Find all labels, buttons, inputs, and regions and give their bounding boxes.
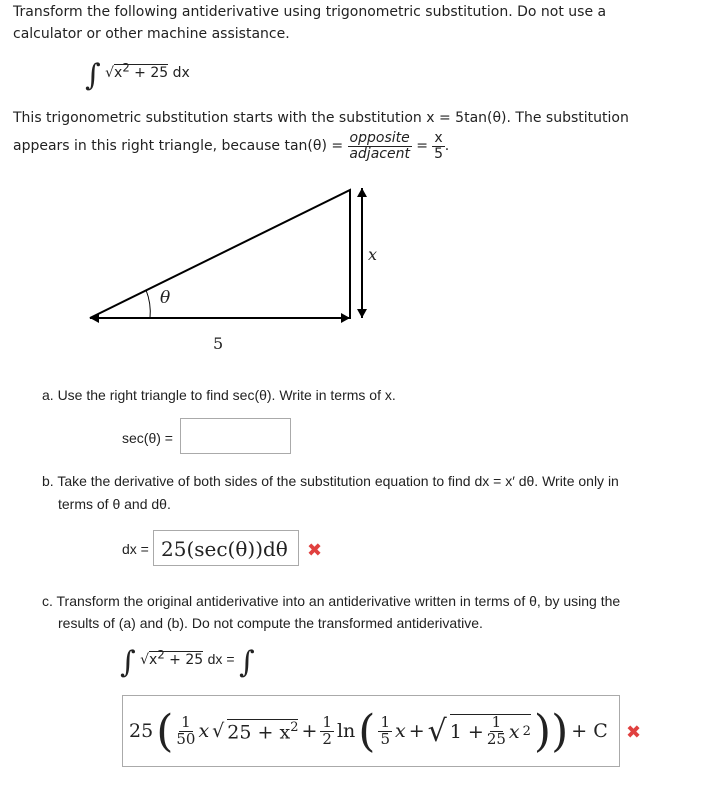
t3: appears in this right triangle, because tan(θ) = [13, 138, 344, 155]
e: 2 [157, 647, 165, 662]
f4d: 25 [486, 730, 506, 748]
num: opposite [349, 130, 410, 146]
integral-sign-3: ∫ [238, 645, 255, 680]
r: x [149, 652, 158, 668]
dx-eq: dx = [207, 651, 235, 667]
label-opposite: x [368, 245, 378, 264]
eq2: = [416, 138, 428, 155]
x2: x [394, 720, 406, 742]
f3d: 5 [380, 729, 390, 748]
f2d: 2 [322, 729, 332, 748]
part-b-line-2: terms of θ and dθ. [58, 496, 171, 512]
f1d: 50 [176, 729, 196, 748]
rad1-text: 25 + x [227, 721, 291, 744]
f1n: 1 [181, 712, 191, 731]
part-c-line-1: c. Transform the original antiderivative into an antiderivative written in terms of θ, by using the [42, 593, 621, 609]
dx: dx [172, 65, 190, 81]
sec-label: sec(θ) = [122, 430, 173, 446]
x3: x [508, 720, 520, 743]
t1: This trigonometric substitution starts with the substitution [13, 110, 427, 126]
den: adjacent [349, 145, 410, 162]
transformed-answer-field[interactable]: 25 ( $\frac{1}{50}$ x √ $25 + x^2$ + $\frac{1}{2}$ ln ( $\frac{1}{5}$ x + √ 1 + $\frac{1}{25}$ x 2 )) + C [122, 695, 620, 767]
intro-line-2: calculator or other machine assistance. [13, 26, 290, 42]
radicand: x [114, 65, 123, 81]
ln: ln [336, 720, 356, 742]
integral-expression: ∫ $√x^2 + 25$ dx [85, 58, 190, 93]
angle-arc [146, 290, 150, 318]
den2: 5 [434, 145, 443, 162]
sq2: 2 [522, 724, 531, 739]
plus-c: + C [571, 720, 608, 742]
label-angle: θ [160, 288, 171, 308]
f4n: 1 [491, 713, 502, 732]
sub-eq: x = 5tan(θ) [426, 110, 507, 126]
plus1: + [301, 720, 318, 742]
sec-input[interactable] [180, 418, 291, 454]
triangle-shape [90, 190, 350, 318]
part-c-line-2: results of (a) and (b). Do not compute the transformed antiderivative. [58, 615, 483, 631]
intro-line-1: Transform the following antiderivative using trigonometric substitution. Do not use a [13, 4, 607, 20]
plus2: + [408, 720, 425, 742]
integral-sign-2: ∫ [120, 645, 136, 680]
dx-answer-field[interactable]: 25(sec(θ))dθ [153, 530, 299, 566]
rad2a: 1 + [449, 720, 484, 743]
part-a-text: a. Use the right triangle to find sec(θ). Write in terms of x. [42, 387, 396, 403]
f2n: 1 [322, 712, 332, 731]
dx-label: dx = [122, 541, 149, 557]
sq1: 2 [290, 719, 299, 735]
integral-equation: ∫ $√x^2 + 25$ dx = ∫ [120, 645, 255, 680]
rad1 [227, 719, 298, 743]
coef: 25 [129, 720, 154, 742]
incorrect-icon-c: ✖ [626, 722, 642, 743]
incorrect-icon-b: ✖ [307, 540, 323, 561]
label-adjacent: 5 [213, 334, 224, 353]
radicand-rest: + 25 [129, 65, 169, 81]
part-b-line-1: b. Take the derivative of both sides of the substitution equation to find dx = x′ dθ. Write only in [42, 473, 619, 489]
t2: . The substitution [506, 110, 629, 126]
integral-sign: ∫ [85, 58, 101, 93]
f3n: 1 [380, 712, 390, 731]
exp: 2 [122, 60, 130, 75]
end: . [444, 138, 450, 155]
num2: x [434, 130, 443, 146]
x1: x [198, 720, 210, 742]
rr: + 25 [164, 652, 204, 668]
